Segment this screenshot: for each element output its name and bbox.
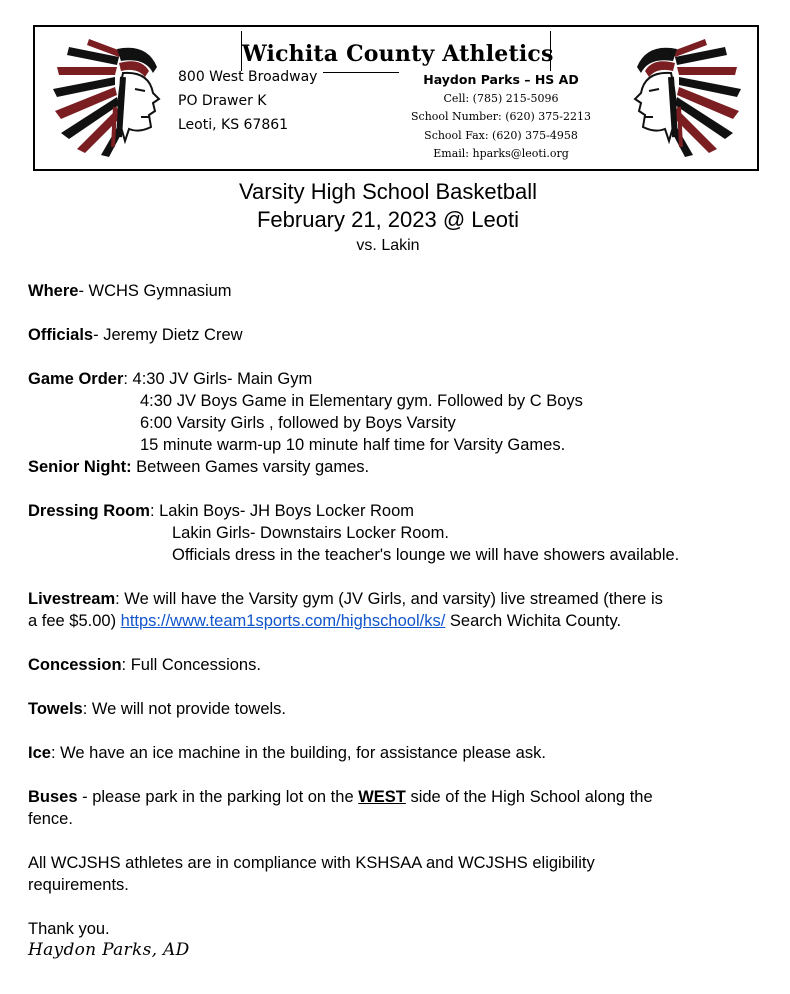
buses-pre: - please park in the parking lot on the: [77, 788, 359, 806]
school-address: [178, 65, 317, 137]
dressing-room-label: Dressing Room: [28, 502, 150, 520]
game-order-first: : 4:30 JV Girls- Main Gym: [123, 370, 313, 388]
livestream-search: Search Wichita County.: [445, 612, 622, 630]
officials-text: - Jeremy Dietz Crew: [93, 326, 243, 344]
livestream-line-2: [28, 610, 621, 632]
chief-headdress-logo-left: [49, 37, 171, 159]
athletic-director-name: Haydon Parks – HS AD: [423, 72, 579, 87]
dressing-room-item: Lakin Girls- Downstairs Locker Room.: [172, 524, 449, 542]
email: Email: hparks@leoti.org: [433, 147, 569, 160]
dressing-room-first: : Lakin Boys- JH Boys Locker Room: [149, 502, 415, 520]
org-title: Wichita County Athletics: [242, 41, 554, 67]
buses-post: side of the High School along the: [405, 788, 653, 806]
towels-line: [28, 698, 286, 720]
contact-block: [395, 71, 607, 164]
school-number: School Number: (620) 375-2213: [411, 110, 591, 123]
compliance-line-2: requirements.: [28, 876, 129, 894]
letterhead: [33, 25, 759, 171]
livestream-text: : We will have the Varsity gym (JV Girls, and varsity) live streamed (there is: [115, 590, 663, 608]
livestream-fee: a fee $5.00): [28, 612, 121, 630]
chief-headdress-logo-right: [623, 37, 745, 159]
where-label: Where: [28, 282, 79, 300]
officials-line: [28, 324, 243, 346]
dressing-room-item: Officials dress in the teacher's lounge we will have showers available.: [172, 546, 680, 564]
ice-text: : We have an ice machine in the building, for assistance please ask.: [50, 744, 546, 762]
title-underline: [323, 72, 399, 73]
event-date-location: February 21, 2023 @ Leoti: [256, 207, 520, 232]
concession-label: Concession: [28, 656, 122, 674]
game-order-line: [28, 368, 312, 390]
officials-label: Officials: [28, 326, 94, 344]
thank-you: Thank you.: [28, 920, 110, 938]
address-line-po: PO Drawer K: [178, 93, 267, 109]
concession-line: [28, 654, 261, 676]
senior-night-text: Between Games varsity games.: [131, 458, 370, 476]
concession-text: : Full Concessions.: [121, 656, 261, 674]
buses-emphasis: WEST: [358, 788, 406, 806]
senior-night-label: Senior Night:: [28, 458, 132, 476]
game-order-label: Game Order: [28, 370, 124, 388]
towels-label: Towels: [28, 700, 83, 718]
game-order-item: 6:00 Varsity Girls , followed by Boys Varsity: [140, 414, 456, 432]
event-title: Varsity High School Basketball: [239, 179, 537, 204]
towels-text: : We will not provide towels.: [82, 700, 286, 718]
school-fax: School Fax: (620) 375-4958: [424, 128, 578, 142]
where-line: [28, 280, 232, 302]
ice-line: [28, 742, 546, 764]
ice-label: Ice: [28, 744, 51, 762]
game-order-item: 4:30 JV Boys Game in Elementary gym. Followed by C Boys: [140, 392, 583, 410]
senior-night-line: [28, 456, 369, 478]
buses-line: [28, 786, 653, 808]
dressing-room-line: [28, 500, 414, 522]
compliance-line: All WCJSHS athletes are in compliance with KSHSAA and WCJSHS eligibility: [28, 854, 595, 872]
livestream-link[interactable]: https://www.team1sports.com/highschool/ks/: [120, 612, 446, 630]
event-opponent: vs. Lakin: [356, 237, 420, 254]
buses-label: Buses: [28, 788, 78, 806]
where-text: - WCHS Gymnasium: [78, 282, 232, 300]
address-line-city: Leoti, KS 67861: [178, 117, 289, 133]
buses-line-2: fence.: [28, 810, 73, 828]
signature: Haydon Parks, AD: [28, 940, 190, 960]
address-line-street: 800 West Broadway: [178, 69, 318, 85]
game-order-item: 15 minute warm-up 10 minute half time for Varsity Games.: [140, 436, 566, 454]
livestream-line: [28, 588, 663, 610]
livestream-label: Livestream: [28, 590, 116, 608]
cell-phone: Cell: (785) 215-5096: [443, 91, 559, 105]
